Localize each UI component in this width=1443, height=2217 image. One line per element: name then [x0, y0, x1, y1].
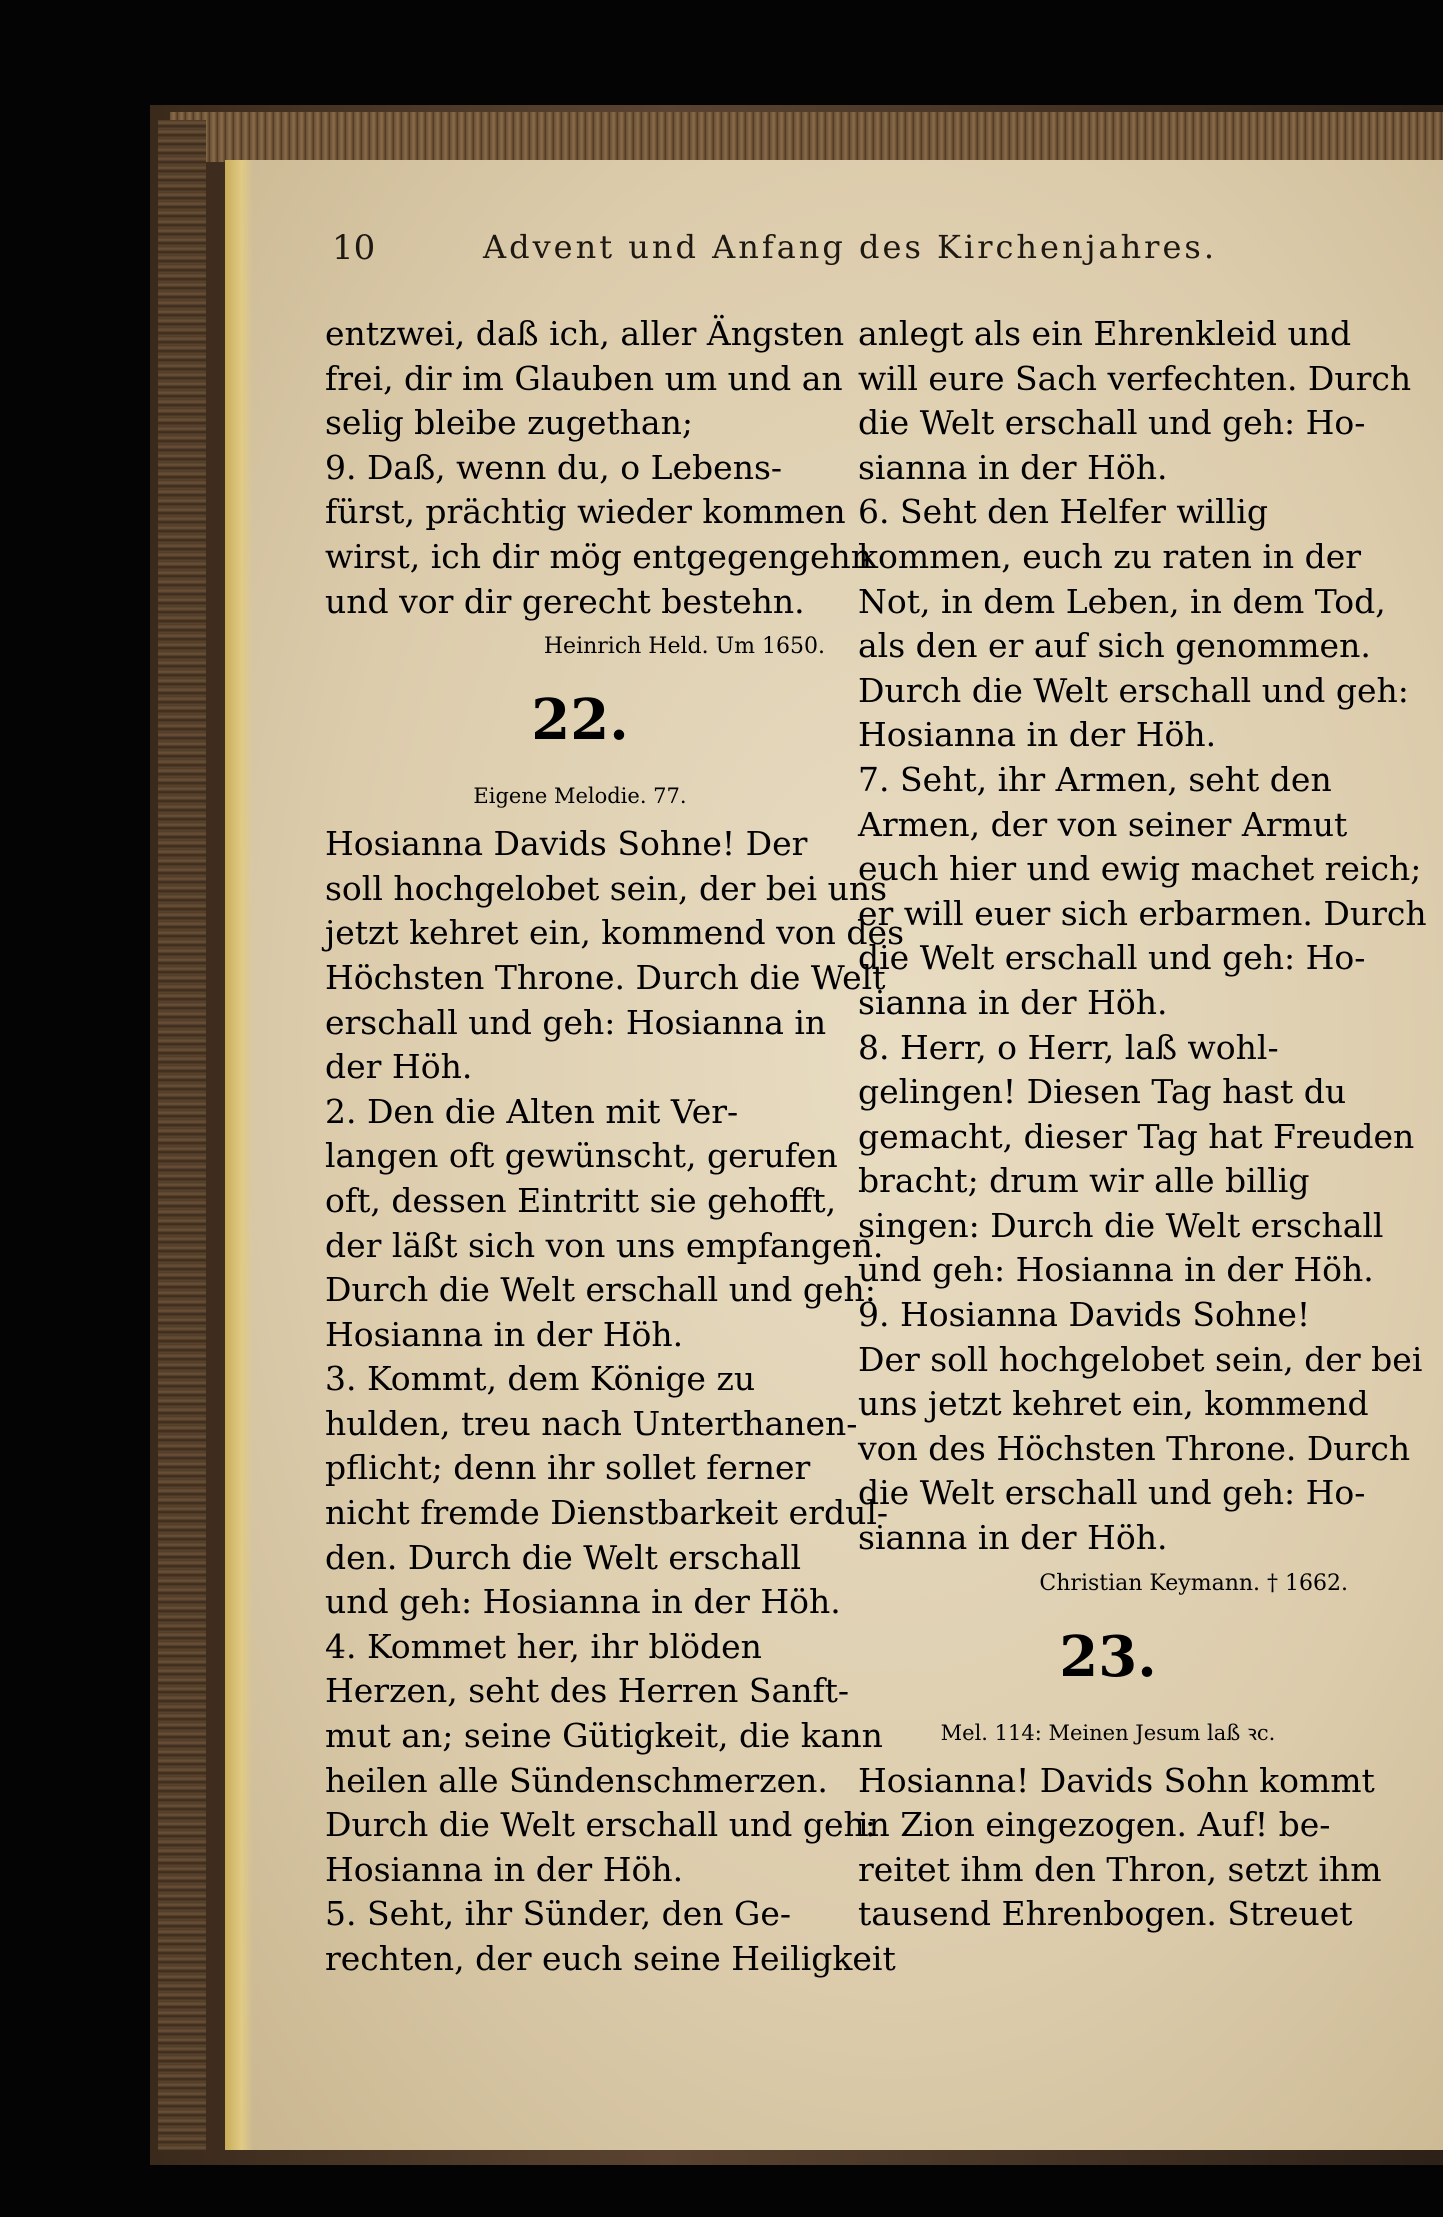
- left-column: [325, 312, 904, 1982]
- book-spine: [158, 120, 206, 2150]
- text-line: singen: Durch die Welt erschall: [858, 1205, 1384, 1245]
- text-line: jetzt kehret ein, kommend von des: [325, 913, 904, 953]
- text-line: Armen, der von seiner Armut: [858, 804, 1348, 844]
- text-line: erschall und geh: Hosianna in: [325, 1002, 827, 1042]
- text-line: tausend Ehrenbogen. Streuet: [858, 1894, 1353, 1934]
- text-line: Durch die Welt erschall und geh:: [325, 1270, 876, 1310]
- text-line: und geh: Hosianna in der Höh.: [325, 1582, 841, 1622]
- text-line: gemacht, dieser Tag hat Freuden: [858, 1116, 1415, 1156]
- text-line: als den er auf sich genommen.: [858, 626, 1371, 666]
- text-line: mut an; seine Gütigkeit, die kann: [325, 1716, 883, 1756]
- text-line: rechten, der euch seine Heiligkeit: [325, 1939, 896, 1978]
- text-line: Not, in dem Leben, in dem Tod,: [858, 581, 1386, 621]
- text-line: der Höh.: [325, 1047, 473, 1087]
- text-line: Höchsten Throne. Durch die Welt: [325, 957, 886, 997]
- text-line: anlegt als ein Ehrenkleid und: [858, 314, 1352, 353]
- text-line: den. Durch die Welt erschall: [325, 1537, 802, 1577]
- hymn-number: 23.: [1059, 1623, 1157, 1690]
- text-line: er will euer sich erbarmen. Durch: [858, 893, 1427, 933]
- text-line: sianna in der Höh.: [858, 1518, 1168, 1558]
- text-line: bracht; drum wir alle billig: [858, 1161, 1310, 1201]
- page-number: 10: [332, 228, 376, 268]
- hymn-author: Heinrich Held. Um 1650.: [543, 634, 825, 660]
- text-line: heilen alle Sündenschmerzen.: [325, 1760, 828, 1800]
- text-line: uns jetzt kehret ein, kommend: [858, 1384, 1369, 1424]
- text-line: Durch die Welt erschall und geh:: [325, 1805, 876, 1845]
- text-line: langen oft gewünscht, gerufen: [325, 1136, 838, 1176]
- text-line: 7. Seht, ihr Armen, seht den: [858, 759, 1332, 799]
- text-line: oft, dessen Eintritt sie gehofft,: [325, 1180, 837, 1220]
- text-line: Hosianna Davids Sohne! Der: [325, 824, 808, 864]
- text-line: die Welt erschall und geh: Ho-: [858, 938, 1366, 978]
- text-line: die Welt erschall und geh: Ho-: [858, 1473, 1366, 1513]
- text-line: wirst, ich dir mög entgegengehn: [325, 536, 873, 576]
- right-column: [858, 312, 1427, 1937]
- text-line: sianna in der Höh.: [858, 447, 1168, 487]
- text-line: sianna in der Höh.: [858, 982, 1168, 1022]
- text-line: euch hier und ewig machet reich;: [858, 849, 1422, 889]
- hymn-author: Christian Keymann. † 1662.: [1039, 1570, 1348, 1596]
- text-line: Der soll hochgelobet sein, der bei: [858, 1339, 1423, 1379]
- text-line: in Zion eingezogen. Auf! be-: [858, 1805, 1331, 1845]
- text-line: soll hochgelobet sein, der bei uns: [325, 868, 888, 908]
- text-line: 4. Kommet her, ihr blöden: [325, 1626, 762, 1666]
- text-line: will eure Sach verfechten. Durch: [858, 358, 1412, 398]
- text-line: 5. Seht, ihr Sünder, den Ge-: [325, 1894, 792, 1934]
- text-line: 9. Daß, wenn du, o Lebens-: [325, 447, 783, 487]
- hymn-number: 22.: [531, 687, 629, 754]
- text-line: und geh: Hosianna in der Höh.: [858, 1250, 1374, 1290]
- page-gilt-edge: [225, 160, 253, 2150]
- text-line: gelingen! Diesen Tag hast du: [858, 1072, 1347, 1112]
- text-line: Hosianna in der Höh.: [325, 1314, 684, 1354]
- text-line: der läßt sich von uns empfangen.: [325, 1225, 884, 1265]
- text-line: pflicht; denn ihr sollet ferner: [325, 1448, 811, 1488]
- text-line: von des Höchsten Throne. Durch: [858, 1428, 1411, 1468]
- text-line: 6. Seht den Helfer willig: [858, 492, 1268, 532]
- text-line: Herzen, seht des Herren Sanft-: [325, 1671, 850, 1711]
- text-line: die Welt erschall und geh: Ho-: [858, 403, 1366, 443]
- text-line: 9. Hosianna Davids Sohne!: [858, 1295, 1311, 1335]
- text-line: kommen, euch zu raten in der: [858, 536, 1362, 576]
- text-line: reitet ihm den Thron, setzt ihm: [858, 1849, 1382, 1889]
- text-line: Hosianna! Davids Sohn kommt: [858, 1760, 1375, 1800]
- melody-note: Mel. 114: Meinen Jesum laß ꝛc.: [940, 1720, 1276, 1745]
- text-line: nicht fremde Dienstbarkeit erdul-: [325, 1493, 889, 1533]
- text-line: und vor dir gerecht bestehn.: [325, 581, 805, 621]
- text-line: Hosianna in der Höh.: [325, 1849, 684, 1889]
- melody-note: Eigene Melodie. 77.: [473, 784, 687, 809]
- text-line: frei, dir im Glauben um und an: [325, 358, 843, 398]
- text-line: 2. Den die Alten mit Ver-: [325, 1091, 739, 1131]
- text-line: 8. Herr, o Herr, laß wohl-: [858, 1027, 1279, 1067]
- book-top-edge: [170, 112, 1443, 162]
- text-line: selig bleibe zugethan;: [325, 403, 693, 443]
- text-line: Durch die Welt erschall und geh:: [858, 670, 1409, 710]
- text-line: fürst, prächtig wieder kommen: [325, 492, 846, 532]
- text-line: entzwei, daß ich, aller Ängsten: [325, 314, 845, 353]
- text-line: hulden, treu nach Unterthanen-: [325, 1403, 858, 1443]
- running-header: Advent und Anfang des Kirchenjahres.: [483, 228, 1217, 266]
- text-line: Hosianna in der Höh.: [858, 715, 1217, 755]
- text-line: 3. Kommt, dem Könige zu: [325, 1359, 756, 1399]
